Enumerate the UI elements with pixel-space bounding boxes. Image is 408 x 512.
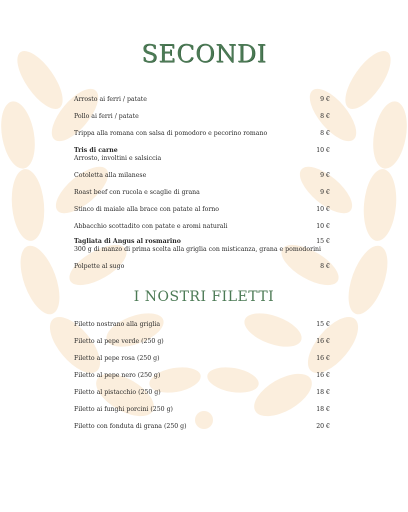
item-name: Pollo ai ferri / patate [74,113,139,120]
item-name: Filetto nostrano alla griglia [74,321,161,328]
item-price: 9 € [320,172,330,179]
item-price: 8 € [320,130,330,137]
item-name: Filetto con fonduta di grana (250 g) [74,423,187,430]
item-price: 10 € [316,223,330,230]
item-name: Tris di carne [74,147,118,154]
list-item [74,338,330,346]
list-item [74,321,330,329]
item-price: 18 € [316,389,330,396]
list-item [74,355,330,363]
item-price: 18 € [316,406,330,413]
list-item [74,189,330,197]
item-price: 10 € [316,147,330,154]
section-title-filetti: I NOSTRI FILETTI [133,289,275,305]
item-name: Filetto al pepe rosa (250 g) [74,355,160,362]
item-name: Stinco di maiale alla brace con patate al forno [74,206,219,213]
item-price: 15 € [316,321,330,328]
list-item [74,372,330,380]
list-item [74,263,330,271]
list-item [74,172,330,180]
list-item [74,130,330,138]
item-price: 16 € [316,355,330,362]
item-name: Abbacchio scottadito con patate e aromi naturali [74,223,228,230]
list-item [74,113,330,121]
list-item [74,406,330,414]
item-price: 9 € [320,96,330,103]
item-description: Arrosto, involtini e salsiccia [74,154,162,162]
section-title-secondi: SECONDI [141,40,267,68]
item-price: 20 € [316,423,330,430]
list-item [74,238,330,253]
item-name: Roast beef con rucola e scaglie di grana [74,189,200,196]
list-item [74,96,330,104]
item-description: 300 g di manzo di prima scelta alla griglia con misticanza, grana e pomodorini [74,245,322,253]
list-item [74,147,330,162]
list-item [74,206,330,214]
item-name: Filetto al pepe nero (250 g) [74,372,161,379]
list-item [74,223,330,231]
list-item [74,389,330,397]
item-name: Filetto al pistacchio (250 g) [74,389,161,396]
item-price: 10 € [316,206,330,213]
item-name: Arrosto ai ferri / patate [74,96,147,103]
item-price: 9 € [320,189,330,196]
item-name: Filetto al pepe verde (250 g) [74,338,164,345]
item-name: Polpette al sugo [74,263,125,270]
item-price: 8 € [320,263,330,270]
item-name: Tagliata di Angus al rosmarino [74,238,181,245]
item-price: 16 € [316,372,330,379]
item-name: Cotoletta alla milanese [74,172,147,179]
item-name: Trippa alla romana con salsa di pomodoro e pecorino romano [74,130,268,137]
item-name: Filetto ai funghi porcini (250 g) [74,406,173,413]
item-price: 15 € [316,238,330,245]
item-price: 8 € [320,113,330,120]
item-price: 16 € [316,338,330,345]
list-item [74,423,330,431]
